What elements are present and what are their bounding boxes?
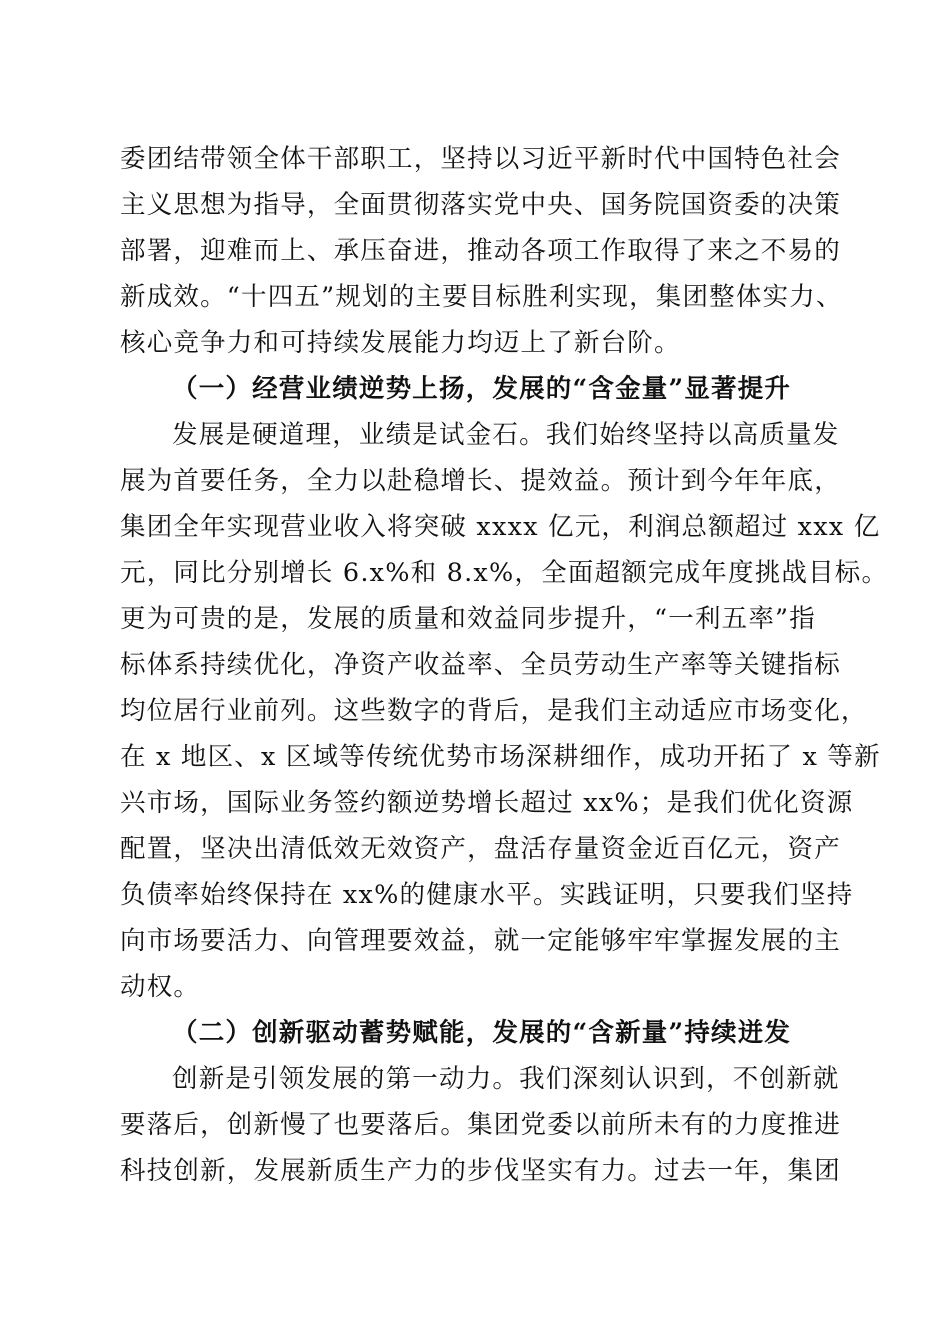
paragraph-start-line: 创新是引领发展的第一动力。我们深刻认识到，不创新就: [172, 1064, 840, 1094]
section-heading-1: （一）经营业绩逆势上扬，发展的“含金量”显著提升: [172, 374, 792, 404]
section-heading-2: （二）创新驱动蓄势赋能，发展的“含新量”持续迸发: [172, 1018, 792, 1048]
body-line: 科技创新，发展新质生产力的步伐坚实有力。过去一年，集团: [120, 1156, 841, 1186]
body-line: 元，同比分别增长 6.x%和 8.x%，全面超额完成年度挑战目标。: [120, 558, 889, 588]
document-page: [120, 136, 889, 1194]
body-line: 向市场要活力、向管理要效益，就一定能够牢牢掌握发展的主: [120, 926, 841, 956]
paragraph-start-line: 发展是硬道理，业绩是试金石。我们始终坚持以高质量发: [172, 420, 840, 450]
body-line: 新成效。“十四五”规划的主要目标胜利实现，集团整体实力、: [120, 282, 843, 312]
body-line: 主义思想为指导，全面贯彻落实党中央、国务院国资委的决策: [120, 190, 841, 220]
body-line: 核心竞争力和可持续发展能力均迈上了新台阶。: [120, 328, 681, 358]
body-line: 标体系持续优化，净资产收益率、全员劳动生产率等关键指标: [120, 650, 841, 680]
body-line: 委团结带领全体干部职工，坚持以习近平新时代中国特色社会: [120, 144, 841, 174]
body-line: 均位居行业前列。这些数字的背后，是我们主动适应市场变化，: [120, 696, 868, 726]
body-line: 配置，坚决出清低效无效资产，盘活存量资金近百亿元，资产: [120, 834, 841, 864]
body-line: 集团全年实现营业收入将突破 xxxx 亿元，利润总额超过 xxx 亿: [120, 512, 881, 542]
body-line: 动权。: [120, 972, 201, 1002]
body-line: 更为可贵的是，发展的质量和效益同步提升，“一利五率”指: [120, 604, 816, 634]
body-line: 在 x 地区、x 区域等传统优势市场深耕细作，成功开拓了 x 等新: [120, 742, 881, 772]
body-line: 展为首要任务，全力以赴稳增长、提效益。预计到今年年底，: [120, 466, 841, 496]
body-line: 要落后，创新慢了也要落后。集团党委以前所未有的力度推进: [120, 1110, 841, 1140]
body-line: 兴市场，国际业务签约额逆势增长超过 xx%；是我们优化资源: [120, 788, 854, 818]
body-line: 负债率始终保持在 xx%的健康水平。实践证明，只要我们坚持: [120, 880, 854, 910]
body-line: 部署，迎难而上、承压奋进，推动各项工作取得了来之不易的: [120, 236, 841, 266]
